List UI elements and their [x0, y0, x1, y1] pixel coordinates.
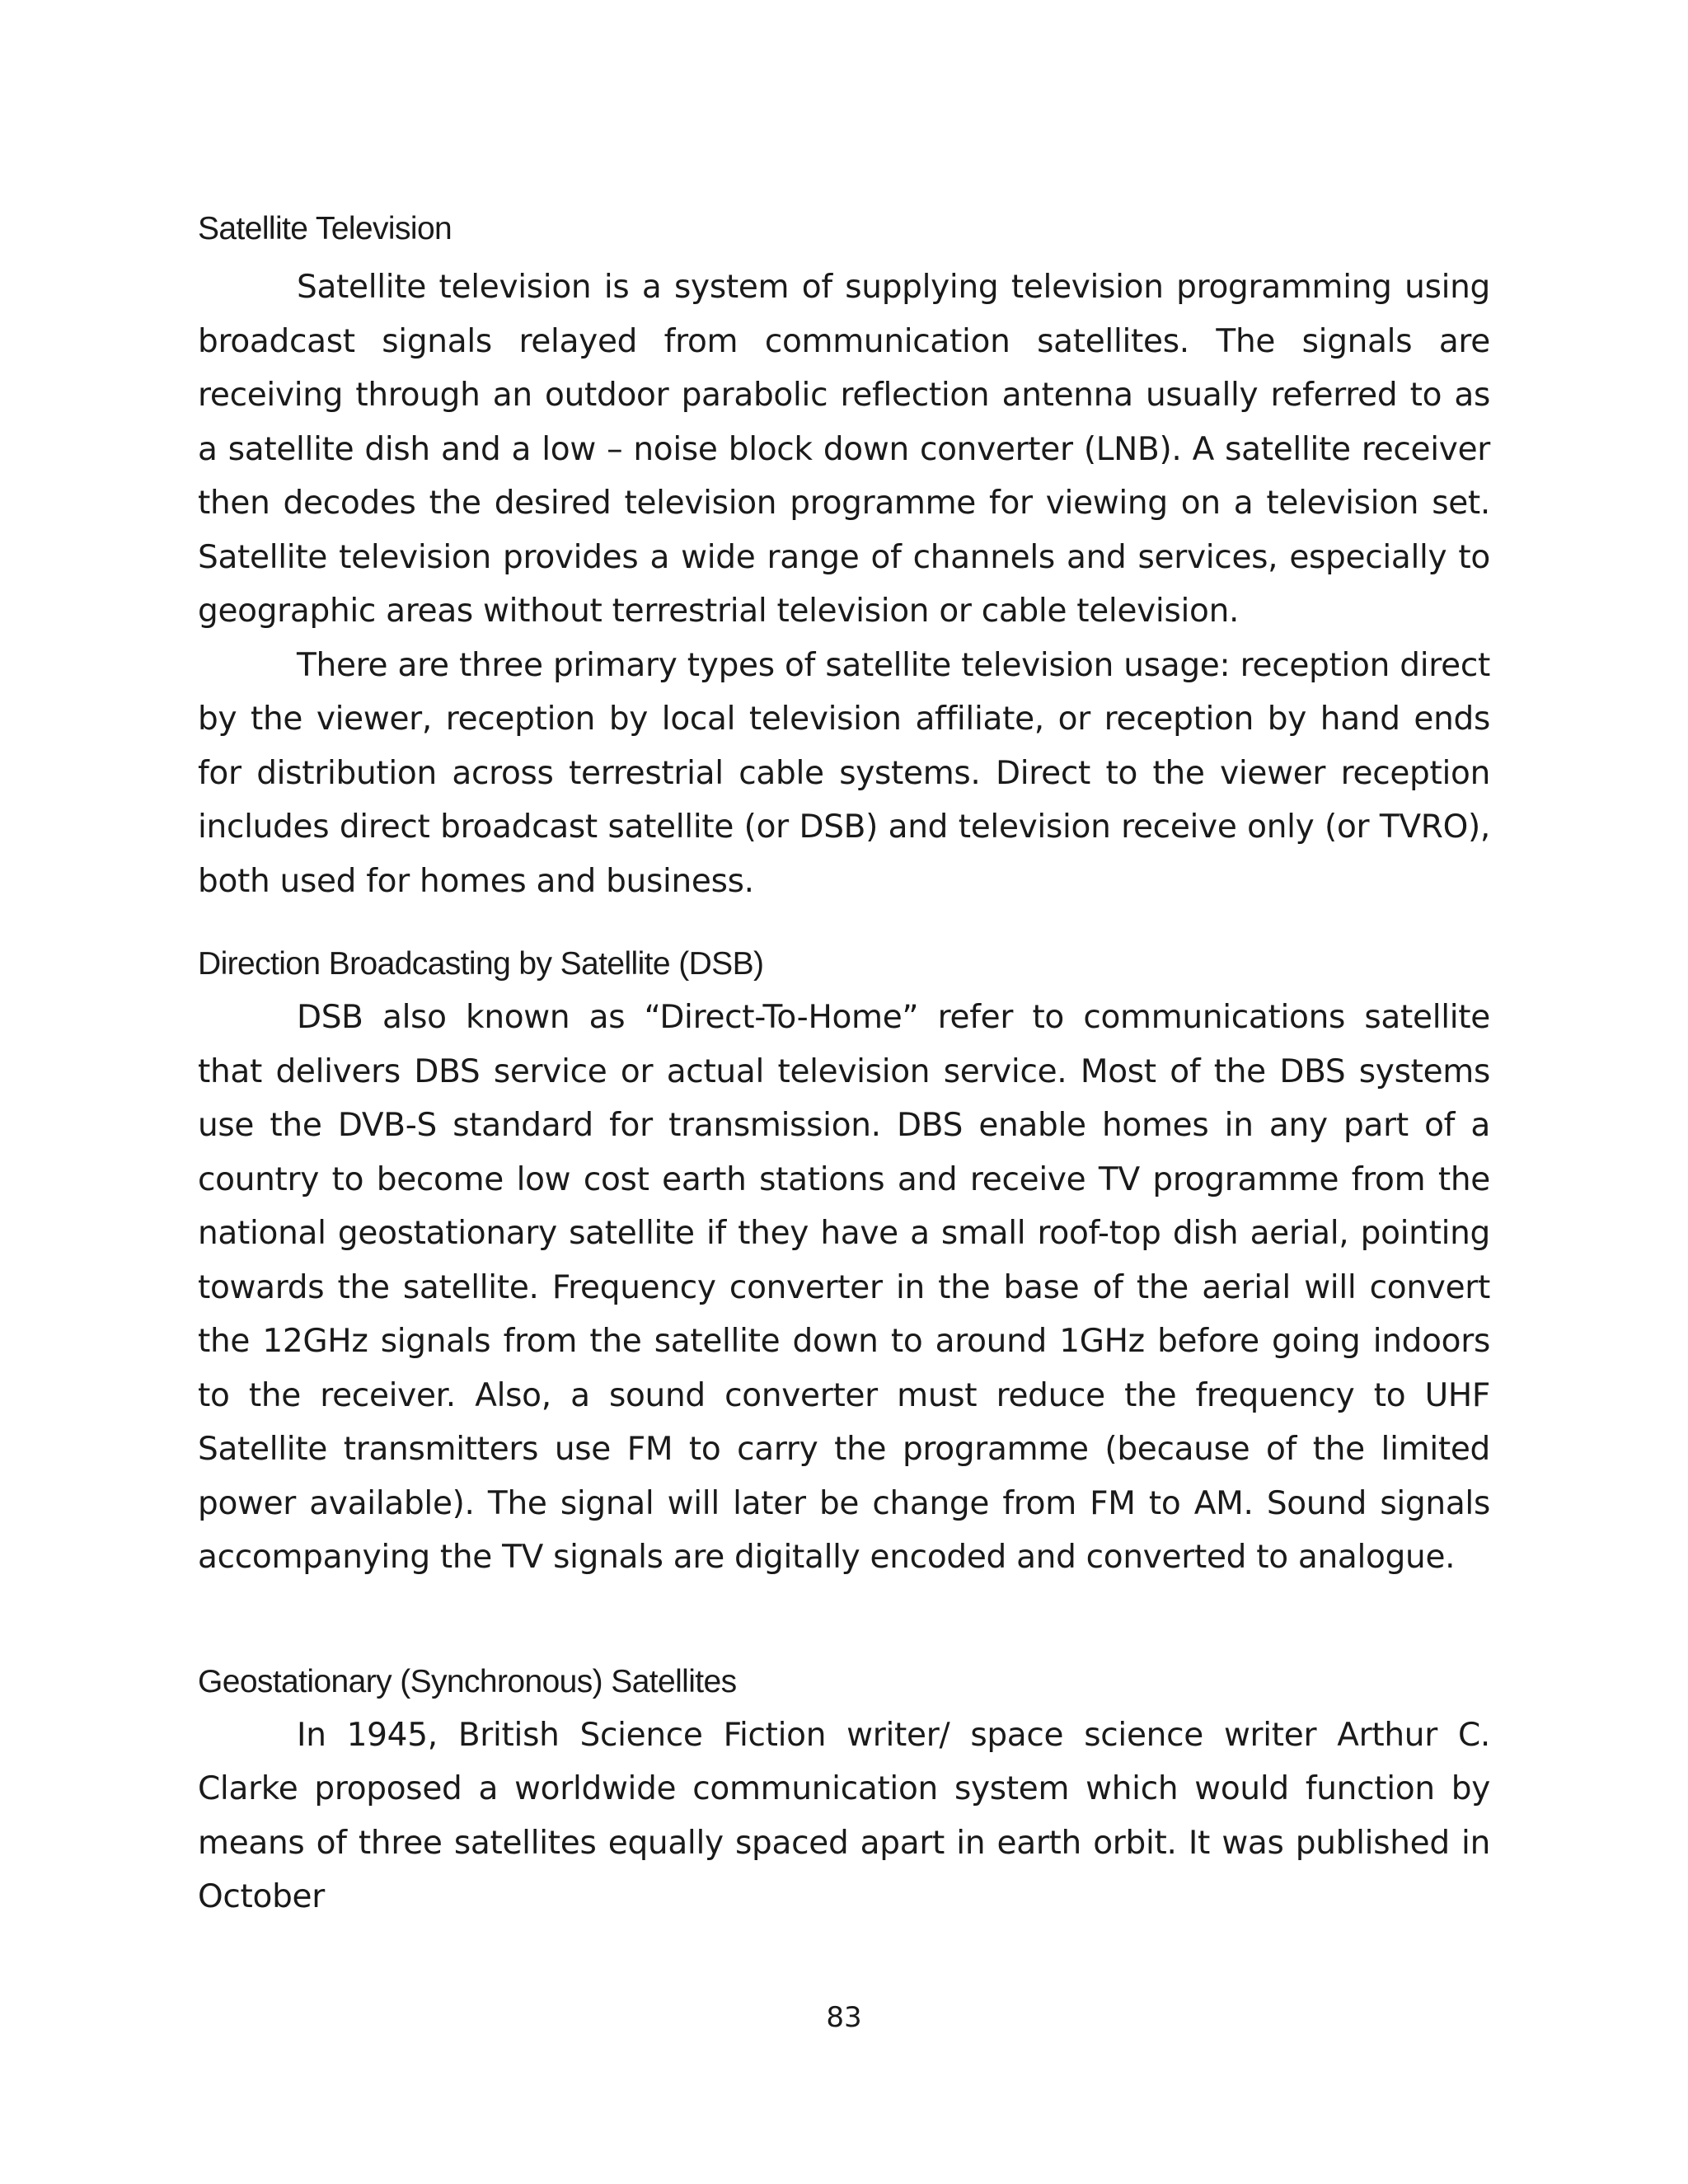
page-number: 83	[826, 2001, 862, 2034]
paragraph-dsb: DSB also known as “Direct-To-Home” refer to communications satellite that delivers DBS service or actual television service. Most of the DBS systems use the DVB-S standard for transmission. DBS enable homes in any part of a country to become low cost earth stations and receive TV programme from the national geostationary satellite if they have a small roof-top dish aerial, pointing towards the satellite. Frequency converter in the base of the aerial will convert the 12GHz signals from the satellite down to around 1GHz before going indoors to the receiver. Also, a sound converter must reduce the frequency to UHF Satellite transmitters use FM to carry the programme (because of the limited power available). The signal will later be change from FM to AM. Sound signals accompanying the TV signals are digitally encoded and converted to analogue.	[198, 999, 1490, 1576]
section-heading-dsb: Direction Broadcasting by Satellite (DSB)	[198, 946, 764, 982]
section-heading-geostationary: Geostationary (Synchronous) Satellites	[198, 1663, 737, 1699]
paragraph-satellite-television-usage: There are three primary types of satellite television usage: reception direct by the viewer, reception by local television affiliate, or reception by hand ends for distribution across terrestrial cable systems. Direct to the viewer reception includes direct broadcast satellite (or DSB) and television receive only (or TVRO), both used for homes and business.	[198, 646, 1490, 900]
document-page	[198, 194, 1490, 1924]
section-spacer	[198, 1585, 1490, 1656]
paragraph-satellite-television-definition: Satellite television is a system of supplying television programming using broadcast signals relayed from communication satellites. The signals are receiving through an outdoor parabolic reflection antenna usually referred to as a satellite dish and a low – noise block down converter (LNB). A satellite receiver then decodes the desired television programme for viewing on a television set. Satellite television provides a wide range of channels and services, especially to geographic areas without terrestrial television or cable television.	[198, 269, 1490, 630]
paragraph-geostationary: In 1945, British Science Fiction writer/ space science writer Arthur C. Clarke proposed a worldwide communication system which would function by means of three satellites equally spaced apart in earth orbit. It was published in October	[198, 1716, 1490, 1915]
section-spacer	[198, 908, 1490, 938]
section-heading-satellite-television: Satellite Television	[198, 211, 452, 246]
